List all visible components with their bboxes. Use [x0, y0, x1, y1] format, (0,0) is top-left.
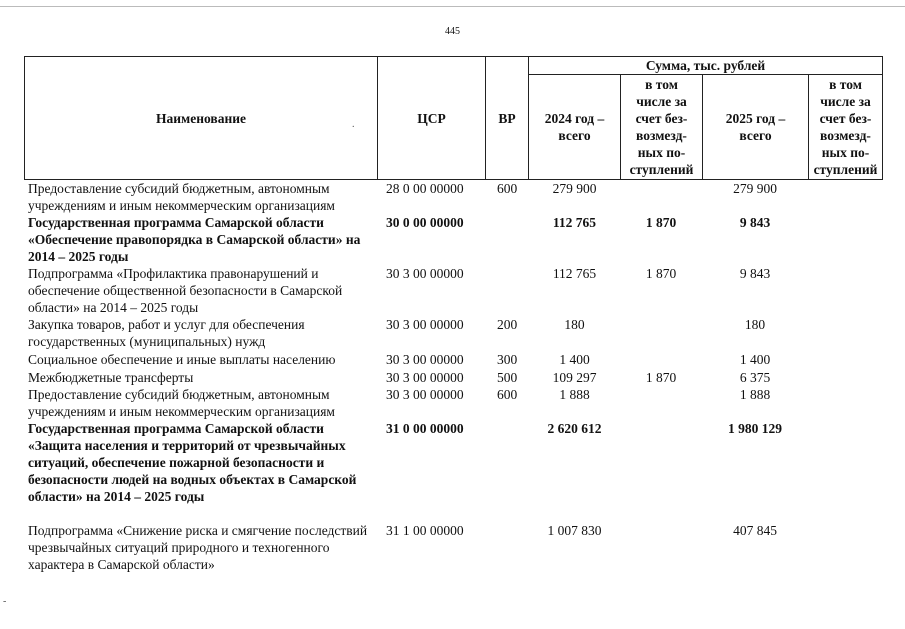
- row-csr: 28 0 00 00000: [386, 181, 464, 196]
- header-2025-free: в том числе за счет без-возмезд-ных по-ступлений: [813, 77, 878, 177]
- row-vr: 300: [497, 352, 518, 367]
- row-csr: 30 3 00 00000: [386, 317, 464, 332]
- row-sum-2025: 1 980 129: [728, 421, 782, 436]
- row-csr: 30 3 00 00000: [386, 370, 464, 385]
- row-name: Социальное обеспечение и иные выплаты населению: [28, 352, 336, 367]
- header-2024-free: в том числе за счет без-возмезд-ных по-ступлений: [629, 77, 694, 177]
- row-csr: 30 3 00 00000: [386, 266, 464, 281]
- header-2024-total: 2024 год – всего: [544, 111, 605, 143]
- row-sum-2025: 6 375: [739, 370, 771, 385]
- row-sum-2025: 407 845: [733, 523, 777, 538]
- row-sum-2024-free: 1 870: [645, 215, 677, 230]
- row-csr: 31 1 00 00000: [386, 523, 464, 538]
- row-name: Межбюджетные трансферты: [28, 370, 194, 385]
- row-sum-2025: 9 843: [739, 215, 771, 230]
- row-vr: 200: [497, 317, 518, 332]
- row-sum-2024-free: 1 870: [645, 266, 677, 281]
- row-sum-2024: 279 900: [552, 181, 597, 196]
- row-vr: 600: [497, 181, 518, 196]
- row-vr: 600: [497, 387, 518, 402]
- header-sum-group: Сумма, тыс. рублей: [645, 58, 766, 73]
- row-sum-2024: 1 007 830: [547, 523, 602, 538]
- row-name: Государственная программа Самарской области «Защита населения и территорий от чрезвычайных ситуаций, обеспечение пожарной безопасности и безопасности людей на водных объектах в Самарской области» на 2014 – 2025 годы: [28, 421, 357, 504]
- row-name: Закупка товаров, работ и услуг для обеспечения государственных (муниципальных) нужд: [28, 317, 305, 349]
- row-sum-2025: 1 888: [739, 387, 771, 402]
- row-name: Государственная программа Самарской области «Обеспечение правопорядка в Самарской области» на 2014 – 2025 годы: [28, 215, 361, 264]
- page-number: 445: [445, 26, 460, 37]
- row-name: Подпрограмма «Профилактика правонарушений и обеспечение общественной безопасности в Самарской области» на 2014 – 2025 годы: [28, 266, 343, 315]
- row-csr: 30 3 00 00000: [386, 387, 464, 402]
- row-csr: 31 0 00 00000: [386, 421, 464, 436]
- row-sum-2024: 1 888: [559, 387, 590, 402]
- header-csr: ЦСР: [417, 110, 446, 126]
- header-vr: ВР: [498, 110, 516, 126]
- row-sum-2024: 1 400: [559, 352, 590, 367]
- header-line-v7: [882, 56, 883, 180]
- row-sum-2025: 9 843: [739, 266, 771, 281]
- row-sum-2024: 112 765: [552, 215, 597, 230]
- header-2025-total: 2025 год – всего: [725, 111, 786, 143]
- row-vr: 500: [497, 370, 518, 385]
- row-sum-2024-free: 1 870: [645, 370, 677, 385]
- row-sum-2025: 279 900: [733, 181, 777, 196]
- row-sum-2025: 180: [744, 317, 766, 332]
- scan-mark: -: [3, 596, 7, 607]
- row-sum-2024: 2 620 612: [547, 421, 602, 436]
- row-sum-2025: 1 400: [739, 352, 771, 367]
- row-csr: 30 3 00 00000: [386, 352, 464, 367]
- scan-mark: .: [352, 119, 355, 130]
- page-top-border: [0, 6, 905, 7]
- header-name: Наименование: [156, 110, 246, 126]
- row-name: Предоставление субсидий бюджетным, автономным учреждениям и иным некоммерческим организациям: [28, 387, 335, 419]
- row-csr: 30 0 00 00000: [386, 215, 464, 230]
- row-name: Предоставление субсидий бюджетным, автономным учреждениям и иным некоммерческим организациям: [28, 181, 335, 213]
- row-sum-2024: 112 765: [552, 266, 597, 281]
- row-name: Подпрограмма «Снижение риска и смягчение последствий чрезвычайных ситуаций природного и техногенного характера в Самарской области»: [28, 523, 368, 572]
- row-sum-2024: 180: [564, 317, 585, 332]
- row-sum-2024: 109 297: [552, 370, 597, 385]
